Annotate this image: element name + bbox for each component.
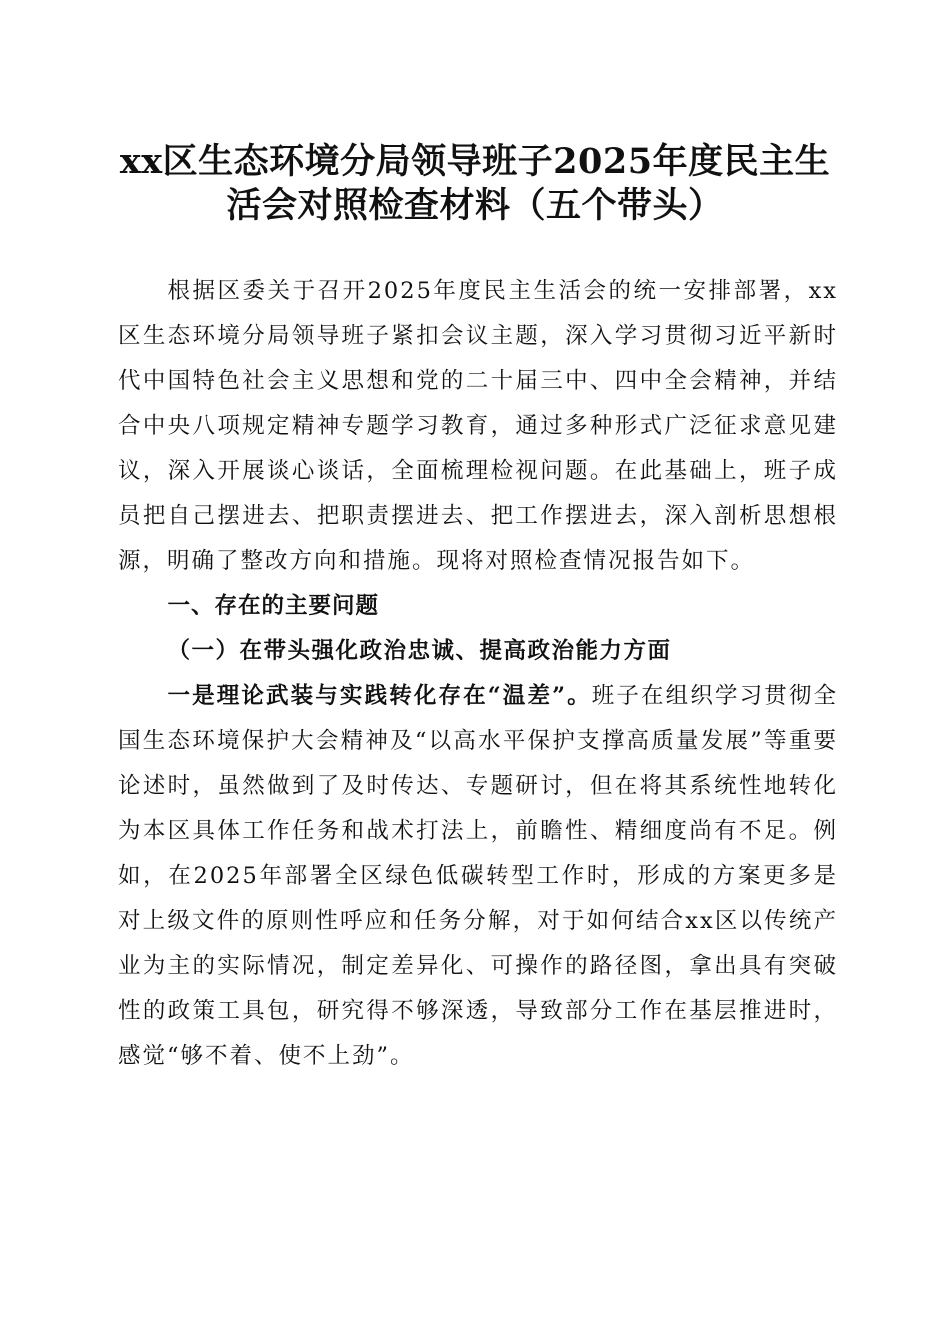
point-body: 班子在组织学习贯彻全国生态环境保护大会精神及“以高水平保护支撑高质量发展”等重要论述时，虽然做到了及时传达、专题研讨，但在将其系统性地转化为本区具体工作任务和战术打法上，前瞻性、精细度尚有不足。例如，在2025年部署全区绿色低碳转型工作时，形成的方案更多是对上级文件的原则性呼应和任务分解，对于如何结合xx区以传统产业为主的实际情况，制定差异化、可操作的路径图，拿出具有突破性的政策工具包，研究得不够深透，导致部分工作在基层推进时，感觉“够不着、使不上劲”。 <box>118 683 838 1069</box>
title-line-1: xx区生态环境分局领导班子2025年度民主生 <box>119 141 831 182</box>
point-lead: 一是理论武装与实践转化存在“温差”。 <box>167 683 592 709</box>
document-title <box>118 140 832 228</box>
section-heading: 一、存在的主要问题 <box>167 593 380 619</box>
document-body <box>118 269 838 1079</box>
intro-paragraph: 根据区委关于召开2025年度民主生活会的统一安排部署，xx区生态环境分局领导班子紧扣会议主题，深入学习贯彻习近平新时代中国特色社会主义思想和党的二十届三中、四中全会精神，并结合中央八项规定精神专题学习教育，通过多种形式广泛征求意见建议，深入开展谈心谈话，全面梳理检视问题。在此基础上，班子成员把自己摆进去、把职责摆进去、把工作摆进去，深入剖析思想根源，明确了整改方向和措施。现将对照检查情况报告如下。 <box>118 278 838 574</box>
subsection-heading: （一）在带头强化政治忠诚、提高政治能力方面 <box>167 638 672 664</box>
point-paragraph <box>118 674 838 1079</box>
title-line-2: 活会对照检查材料（五个带头） <box>226 185 724 226</box>
